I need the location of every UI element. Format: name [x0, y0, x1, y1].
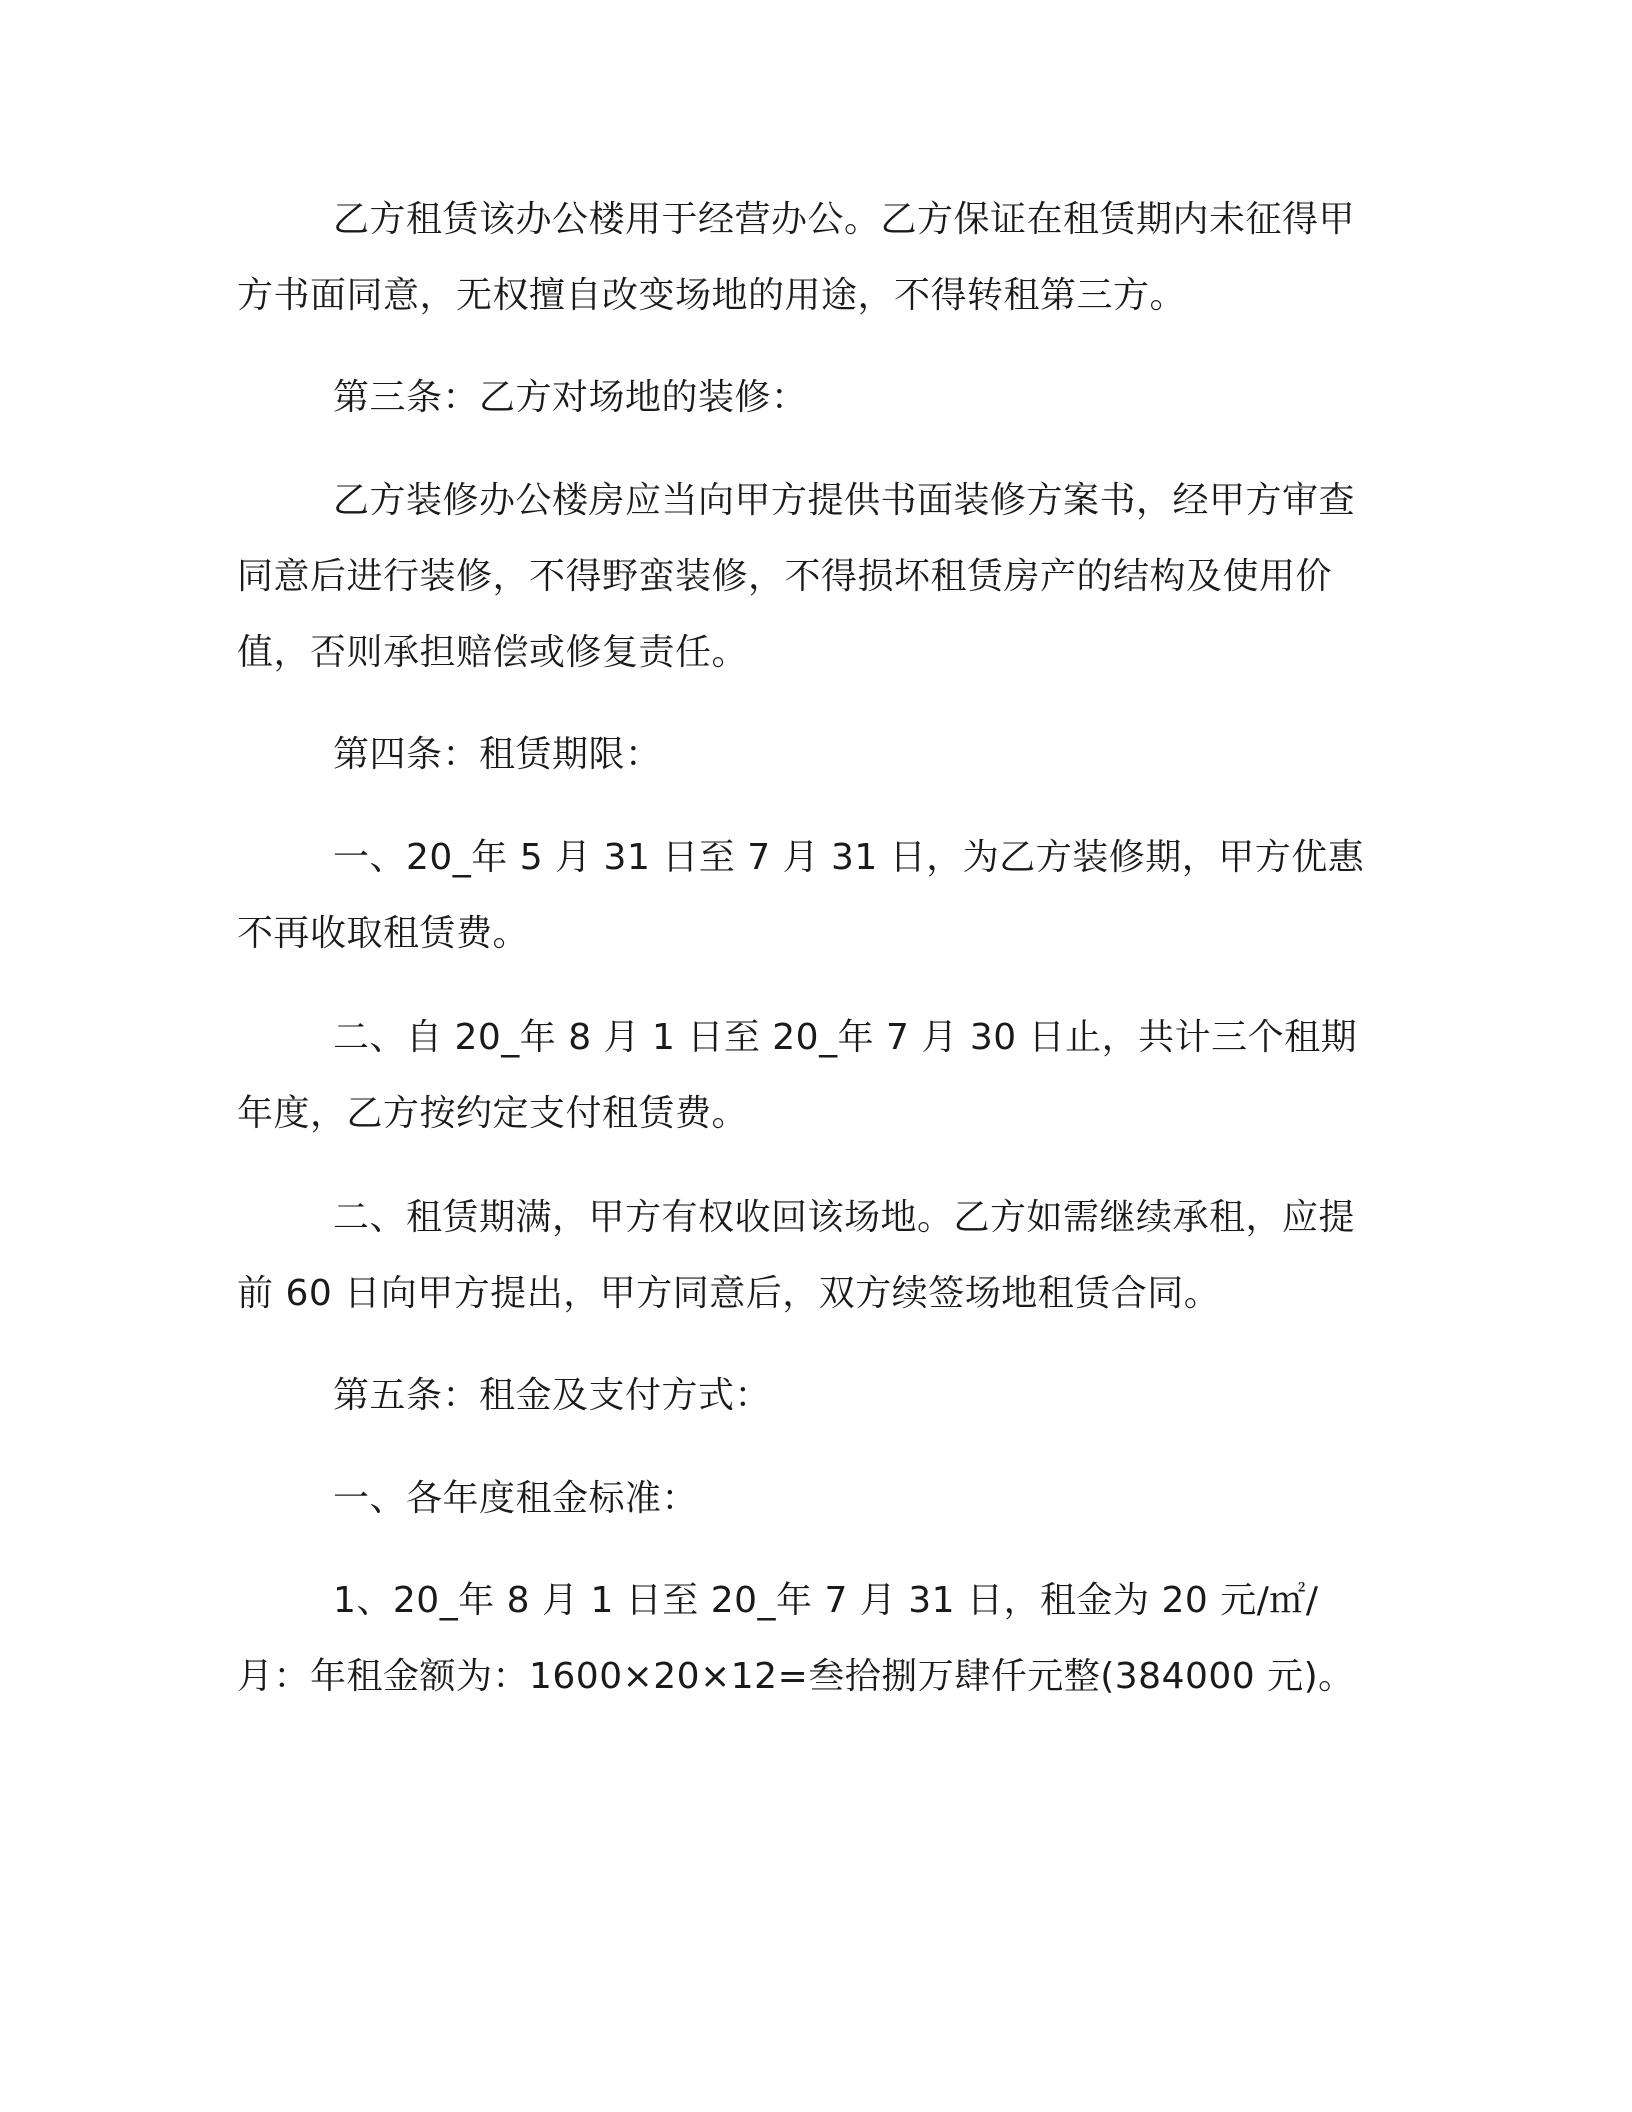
paragraph-lease-term: 二、自 20_年 8 月 1 日至 20_年 7 月 30 日止，共计三个租期年度，乙方按约定支付租赁费。 — [237, 1017, 1358, 1134]
heading-article-4: 第四条：租赁期限： — [333, 734, 662, 775]
heading-rent-standard: 一、各年度租金标准： — [333, 1478, 699, 1519]
paragraph-lease-expiry: 二、租赁期满，甲方有权收回该场地。乙方如需继续承租，应提前 60 日向甲方提出，甲方同意后，双方续签场地租赁合同。 — [237, 1197, 1356, 1314]
heading-article-5: 第五条：租金及支付方式： — [333, 1375, 772, 1416]
paragraph-rent-year-1: 1、20_年 8 月 1 日至 20_年 7 月 31 日，租金为 20 元/㎡/月：年租金额为：1600×20×12=叁拾捌万肆仟元整(384000 元)。 — [237, 1580, 1355, 1697]
heading-article-3: 第三条：乙方对场地的装修： — [333, 377, 808, 418]
paragraph-usage: 乙方租赁该办公楼用于经营办公。乙方保证在租赁期内未征得甲方书面同意，无权擅自改变场地的用途，不得转租第三方。 — [237, 199, 1356, 316]
paragraph-renovation-period: 一、20_年 5 月 31 日至 7 月 31 日，为乙方装修期，甲方优惠不再收取租赁费。 — [237, 837, 1365, 954]
paragraph-renovation: 乙方装修办公楼房应当向甲方提供书面装修方案书，经甲方审查同意后进行装修，不得野蛮装修，不得损坏租赁房产的结构及使用价值，否则承担赔偿或修复责任。 — [237, 480, 1356, 673]
